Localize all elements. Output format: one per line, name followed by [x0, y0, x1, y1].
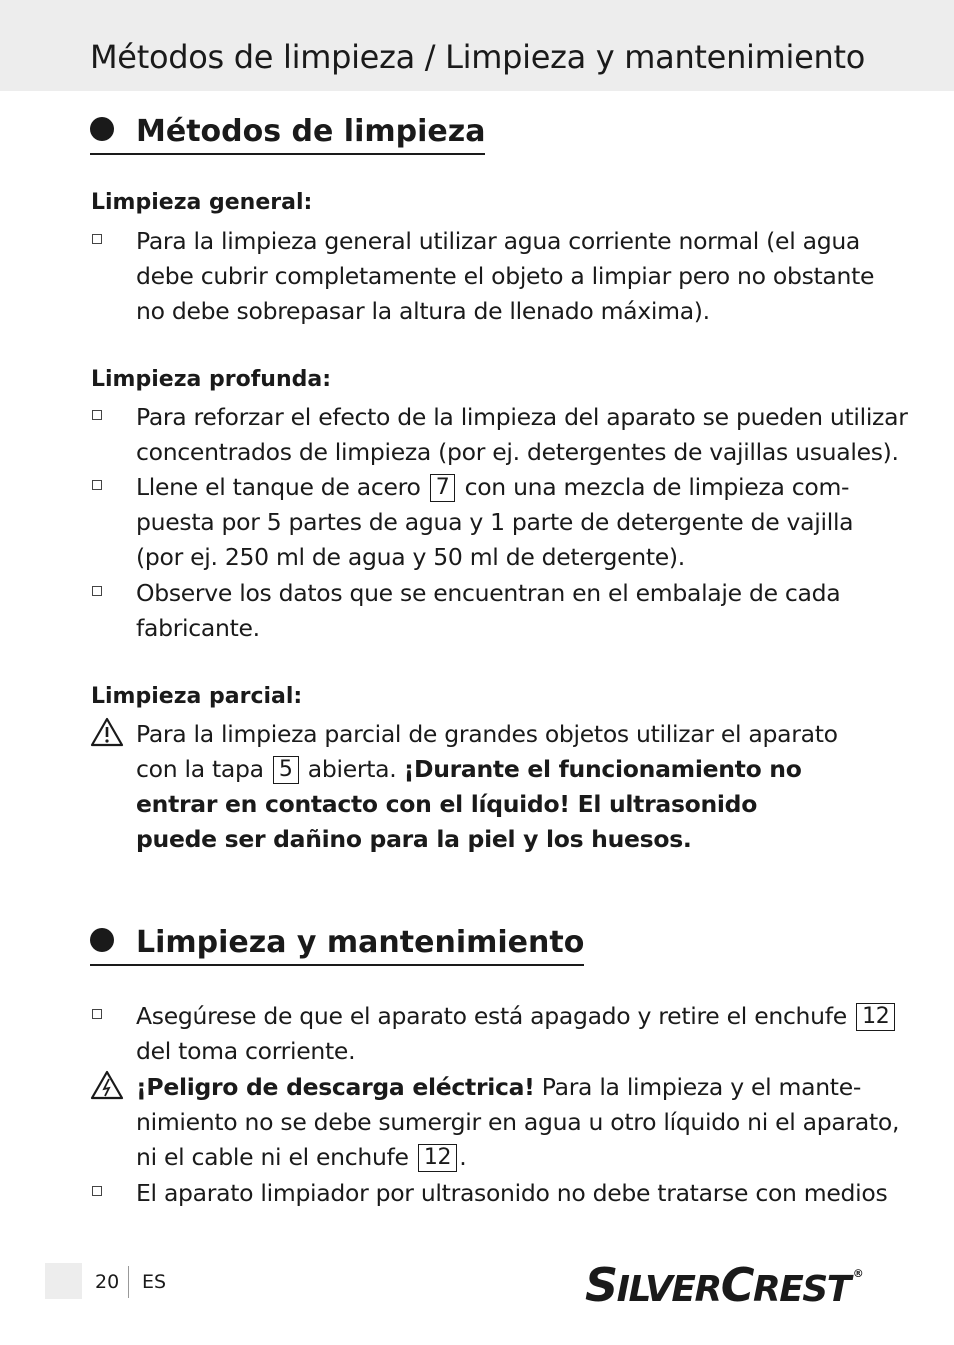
checkbox-square-icon: [92, 234, 102, 244]
text-line: (por ej. 250 ml de agua y 50 ml de detergente).: [136, 543, 685, 571]
language-code: ES: [142, 1271, 167, 1293]
list-item: [90, 1176, 888, 1211]
text-line: puesta por 5 partes de agua y 1 parte de detergente de vajilla: [136, 508, 854, 536]
text-line: Observe los datos que se encuentran en el embalaje de cada: [136, 579, 841, 607]
text-span: con una mezcla de limpieza com-: [464, 473, 850, 501]
list-item: [90, 470, 870, 575]
text-span: abierta.: [307, 755, 397, 783]
text-line: concentrados de limpieza (por ej. detergentes de vajillas usuales).: [136, 438, 899, 466]
text-line: [136, 822, 870, 857]
warning-item: [90, 1070, 900, 1175]
subheading-parcial: Limpieza parcial:: [91, 684, 303, 709]
part-ref-badge: 5: [273, 756, 299, 784]
text-line: no debe sobrepasar la altura de llenado máxima).: [136, 297, 710, 325]
bold-span: puede ser dañino para la piel y los huesos.: [136, 825, 692, 853]
part-ref-badge: 12: [856, 1003, 895, 1031]
silvercrest-logo: SILVERCREST ®: [585, 1258, 864, 1312]
text-span: con la tapa: [136, 755, 264, 783]
text-span: ni el cable ni el enchufe: [136, 1143, 409, 1171]
section-title: Limpieza y mantenimiento: [136, 925, 585, 960]
subheading-profunda: Limpieza profunda:: [91, 367, 332, 392]
bold-span: ¡Durante el funcionamiento no: [403, 755, 802, 783]
checkbox-square-icon: [92, 586, 102, 596]
text-line: [136, 1070, 870, 1105]
checkbox-square-icon: [92, 410, 102, 420]
text-line: [136, 470, 870, 505]
text-line: [136, 752, 870, 787]
text-line: del toma corriente.: [136, 1037, 356, 1065]
text-line: Para la limpieza parcial de grandes objetos utilizar el aparato: [136, 720, 838, 748]
page-number: 20: [95, 1271, 120, 1293]
text-span: Llene el tanque de acero: [136, 473, 421, 501]
warning-triangle-icon: [90, 717, 124, 747]
section-heading-mantenimiento: [90, 925, 584, 966]
checkbox-square-icon: [92, 480, 102, 490]
bullet-dot-icon: [90, 117, 114, 141]
warning-item: [90, 717, 870, 857]
text-span: Para la limpieza y el mante-: [541, 1073, 862, 1101]
checkbox-square-icon: [92, 1186, 102, 1196]
page-title: Métodos de limpieza / Limpieza y mantenimiento: [90, 38, 865, 76]
list-item: [90, 224, 875, 329]
section-heading-metodos: [90, 114, 485, 155]
footer-tab: [45, 1263, 82, 1299]
text-span: Asegúrese de que el aparato está apagado y retire el enchufe: [136, 1002, 847, 1030]
list-item: [90, 576, 870, 646]
footer-divider: [128, 1266, 129, 1298]
text-span: .: [459, 1143, 467, 1171]
text-line: [136, 787, 870, 822]
bold-span: entrar en contacto con el líquido! El ultrasonido: [136, 790, 758, 818]
text-line: Para la limpieza general utilizar agua corriente normal (el agua: [136, 227, 861, 255]
part-ref-badge: 7: [430, 474, 456, 502]
part-ref-badge: 12: [418, 1144, 457, 1172]
section-title: Métodos de limpieza: [136, 114, 486, 149]
subheading-general: Limpieza general:: [91, 190, 313, 215]
text-line: debe cubrir completamente el objeto a limpiar pero no obstante: [136, 262, 875, 290]
list-item: [90, 999, 890, 1069]
electric-warning-icon: [90, 1070, 124, 1100]
bullet-dot-icon: [90, 928, 114, 952]
text-line: [136, 1140, 870, 1175]
checkbox-square-icon: [92, 1009, 102, 1019]
bold-span: ¡Peligro de descarga eléctrica!: [136, 1073, 535, 1101]
text-line: [136, 999, 890, 1034]
text-line: fabricante.: [136, 614, 260, 642]
text-line: El aparato limpiador por ultrasonido no debe tratarse con medios: [136, 1179, 888, 1207]
text-line: Para reforzar el efecto de la limpieza del aparato se pueden utilizar: [136, 403, 908, 431]
text-line: nimiento no se debe sumergir en agua u otro líquido ni el aparato,: [136, 1108, 900, 1136]
list-item: [90, 400, 908, 470]
